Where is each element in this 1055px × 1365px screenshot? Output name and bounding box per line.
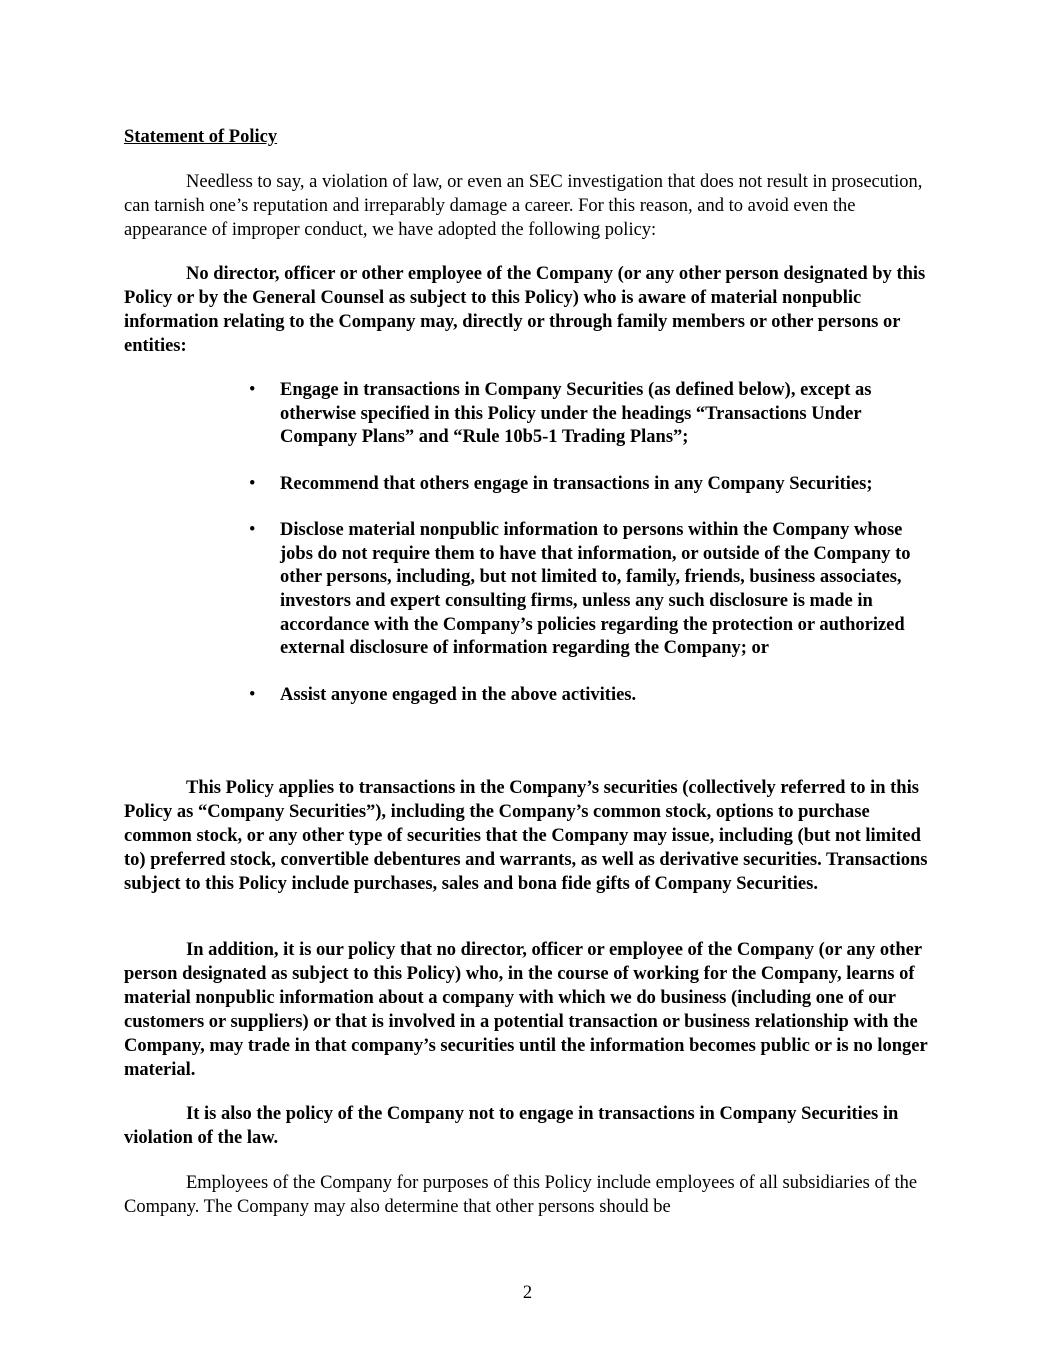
list-item-text: Recommend that others engage in transactions in any Company Securities;: [280, 473, 873, 494]
list-item: [249, 379, 939, 450]
bullet-icon: •: [249, 473, 256, 494]
also-paragraph: It is also the policy of the Company not to engage in transactions in Company Securities in violation of the law.: [124, 1104, 899, 1148]
list-item-text: Assist anyone engaged in the above activities.: [280, 684, 637, 705]
prohibited-activities-list: [249, 379, 939, 730]
section-heading: Statement of Policy: [124, 127, 278, 147]
list-item-text: Disclose material nonpublic information to persons within the Company whose jobs do not require them to have that information, or outside of the Company to other persons, including, but not limited to, family, friends, business associates, investors and expert consulting firms, unless any such disclosure is made in accordance with the Company’s policies regarding the protection or authorized external disclosure of information regarding the Company; or: [280, 519, 911, 659]
list-item: [249, 473, 939, 497]
list-item: [249, 519, 939, 661]
rule-paragraph: No director, officer or other employee of the Company (or any other person designated by this Policy or by the General Counsel as subject to this Policy) who is aware of material nonpublic information relating to the Company may, directly or through family members or other persons or entities:: [124, 264, 926, 356]
bullet-icon: •: [249, 519, 256, 540]
page-number: 2: [522, 1283, 533, 1303]
addition-paragraph: In addition, it is our policy that no director, officer or employee of the Company (or any other person designated as subject to this Policy) who, in the course of working for the Company, learns of material nonpublic information about a company with which we do business (including one of our customers or suppliers) or that is involved in a potential transaction or business relationship with the Company, may trade in that company’s securities until the information becomes public or is no longer material.: [124, 940, 928, 1080]
list-item-text: Engage in transactions in Company Securities (as defined below), except as otherwise specified in this Policy under the headings “Transactions Under Company Plans” and “Rule 10b5-1 Trading Plans”;: [280, 380, 872, 448]
bullet-icon: •: [249, 380, 256, 400]
applies-paragraph: This Policy applies to transactions in the Company’s securities (collectively referred to in this Policy as “Company Securities”), including the Company’s common stock, options to purchase common stock, or any other type of securities that the Company may issue, including (but not limited to) preferred stock, convertible debentures and warrants, as well as derivative securities. Transactions subject to this Policy include purchases, sales and bona fide gifts of Company Securities.: [124, 778, 928, 894]
bullet-icon: •: [249, 684, 256, 705]
employees-paragraph: Employees of the Company for purposes of this Policy include employees of all subsidiaries of the Company. The Company may also determine that other persons should be: [124, 1173, 918, 1217]
intro-paragraph: Needless to say, a violation of law, or even an SEC investigation that does not result in prosecution, can tarnish one’s reputation and irreparably damage a career. For this reason, and to avoid even the appearance of improper conduct, we have adopted the following policy:: [124, 172, 923, 240]
list-item: [249, 684, 939, 708]
